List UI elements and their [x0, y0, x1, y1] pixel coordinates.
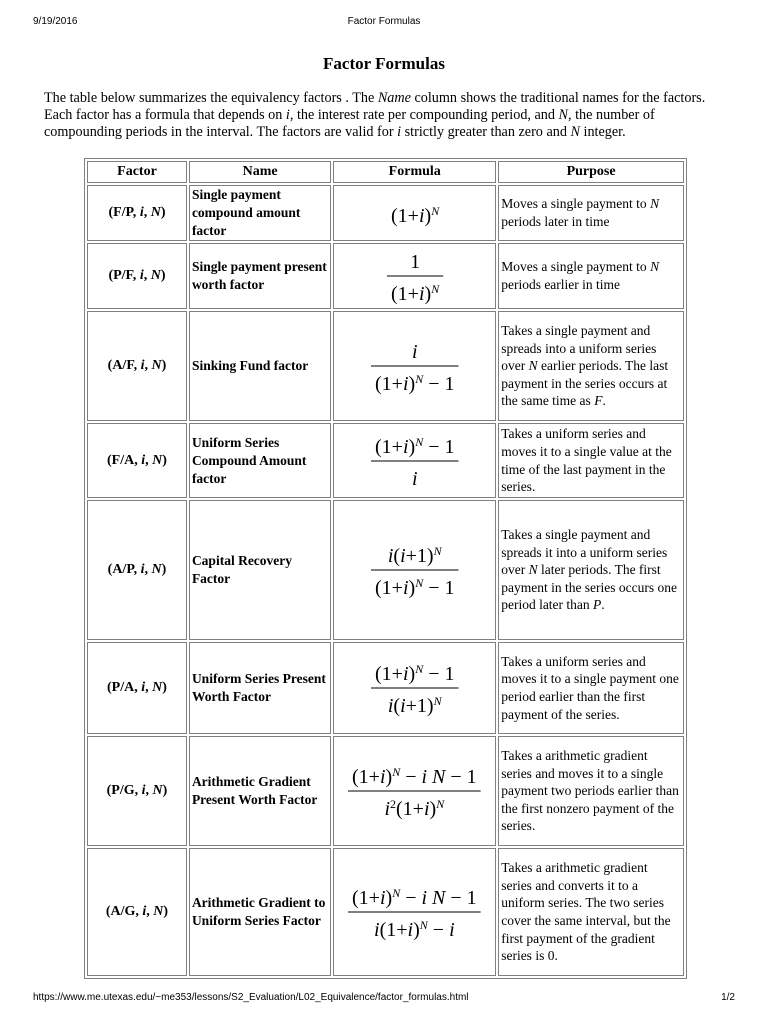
table-row [87, 736, 684, 846]
factor-cell: (F/P, i, N) [87, 185, 187, 241]
formula-graphic [345, 880, 484, 944]
factor-cell: (A/P, i, N) [87, 500, 187, 640]
purpose-cell: Takes a uniform series and moves it to a single payment one period earlier than the first payment of the series. [498, 642, 684, 734]
table-row [87, 185, 684, 241]
page-title: Factor Formulas [323, 54, 445, 73]
column-header-formula: Formula [333, 161, 496, 183]
factor-cell: (F/A, i, N) [87, 423, 187, 498]
page-number: 1/2 [721, 992, 735, 1003]
formula-text: $(1+i)^N$ [390, 204, 439, 227]
formula-text: $(1+i)^N - i$ N − 1 [352, 886, 478, 909]
formula-cell [333, 243, 496, 309]
formula-cell [333, 848, 496, 976]
factor-cell: (A/G, i, N) [87, 848, 187, 976]
purpose-cell: Takes a arithmetic gradient series and moves it to a single payment two periods earlier than the first nonzero payment of the series. [498, 736, 684, 846]
column-header-name: Name [189, 161, 331, 183]
formula-graphic [368, 538, 461, 602]
formula-cell [333, 423, 496, 498]
name-cell: Single payment present worth factor [189, 243, 331, 309]
purpose-cell: Moves a single payment to N periods earlier in time [498, 243, 684, 309]
formula-cell [333, 500, 496, 640]
intro-paragraph: The table below summarizes the equivalency factors . The Name column shows the traditional names for the factors. Each factor has a formula that depends on i, the interest rate per compounding period, and N, the number of compounding periods in the interval. The factors are valid for i strictly greater than zero and N integer. [44, 90, 706, 140]
factor-cell: (A/F, i, N) [87, 311, 187, 421]
formula-text: $i^2(1+i)^N$ [384, 797, 445, 820]
formula-graphic [368, 334, 461, 398]
formula-graphic [368, 656, 461, 720]
formula-text: 1 [409, 251, 420, 273]
print-header [33, 16, 735, 30]
formula-text: i [411, 341, 418, 363]
formula-text: $(1+i)^N$ [390, 282, 439, 305]
table-row [87, 642, 684, 734]
name-cell: Single payment compound amount factor [189, 185, 331, 241]
name-cell: Sinking Fund factor [189, 311, 331, 421]
factor-table [84, 158, 687, 979]
purpose-cell: Takes a uniform series and moves it to a single value at the time of the last payment in the series. [498, 423, 684, 498]
formula-text: $(1+i)^N - i$ N − 1 [352, 765, 478, 788]
formula-cell [333, 642, 496, 734]
purpose-cell: Moves a single payment to N periods later in time [498, 185, 684, 241]
name-cell: Uniform Series Compound Amount factor [189, 423, 331, 498]
name-cell: Arithmetic Gradient Present Worth Factor [189, 736, 331, 846]
formula-text: $(1+i)^N - 1$ [374, 662, 455, 685]
purpose-cell: Takes a single payment and spreads into a uniform series over N earlier periods. The last payment in the series occurs at the same time as F. [498, 311, 684, 421]
table-row [87, 423, 684, 498]
formula-cell [333, 185, 496, 241]
name-cell: Uniform Series Present Worth Factor [189, 642, 331, 734]
print-title: Factor Formulas [347, 16, 421, 27]
table-row [87, 311, 684, 421]
table-row [87, 243, 684, 309]
table-header-row [87, 161, 684, 183]
table-row [87, 500, 684, 640]
formula-graphic [345, 759, 484, 823]
formula-text: $(1+i)^N - 1$ [374, 372, 455, 395]
formula-text: $(1+i)^N - 1$ [374, 434, 455, 458]
table-row [87, 848, 684, 976]
name-cell: Capital Recovery Factor [189, 500, 331, 640]
formula-cell [333, 736, 496, 846]
factor-cell: (P/F, i, N) [87, 243, 187, 309]
formula-text: $(1+i)^N - 1$ [374, 576, 455, 599]
page-url: https://www.me.utexas.edu/~me353/lessons/S2_Evaluation/L02_Equivalence/factor_formulas.html [33, 992, 469, 1003]
print-footer [33, 992, 735, 1006]
purpose-cell: Takes a arithmetic gradient series and converts it to a uniform series. The two series cover the same interval, but the first payment of the gradient series is 0. [498, 848, 684, 976]
name-cell: Arithmetic Gradient to Uniform Series Factor [189, 848, 331, 976]
column-header-factor: Factor [87, 161, 187, 183]
formula-text: $i(i+1)^N$ [387, 694, 442, 717]
purpose-cell: Takes a single payment and spreads it into a uniform series over N later periods. The first payment in the series occurs one period later than P. [498, 500, 684, 640]
formula-text: $i(1+i)^N - i$ [374, 918, 456, 941]
formula-graphic [384, 244, 446, 308]
print-date: 9/19/2016 [33, 16, 78, 27]
factor-cell: (P/G, i, N) [87, 736, 187, 846]
formula-cell [333, 311, 496, 421]
factor-cell: (P/A, i, N) [87, 642, 187, 734]
formula-graphic [383, 196, 447, 230]
formula-text: i [411, 467, 418, 490]
column-header-purpose: Purpose [498, 161, 684, 183]
formula-graphic [368, 429, 461, 493]
formula-text: $i(i+1)^N$ [387, 544, 442, 567]
